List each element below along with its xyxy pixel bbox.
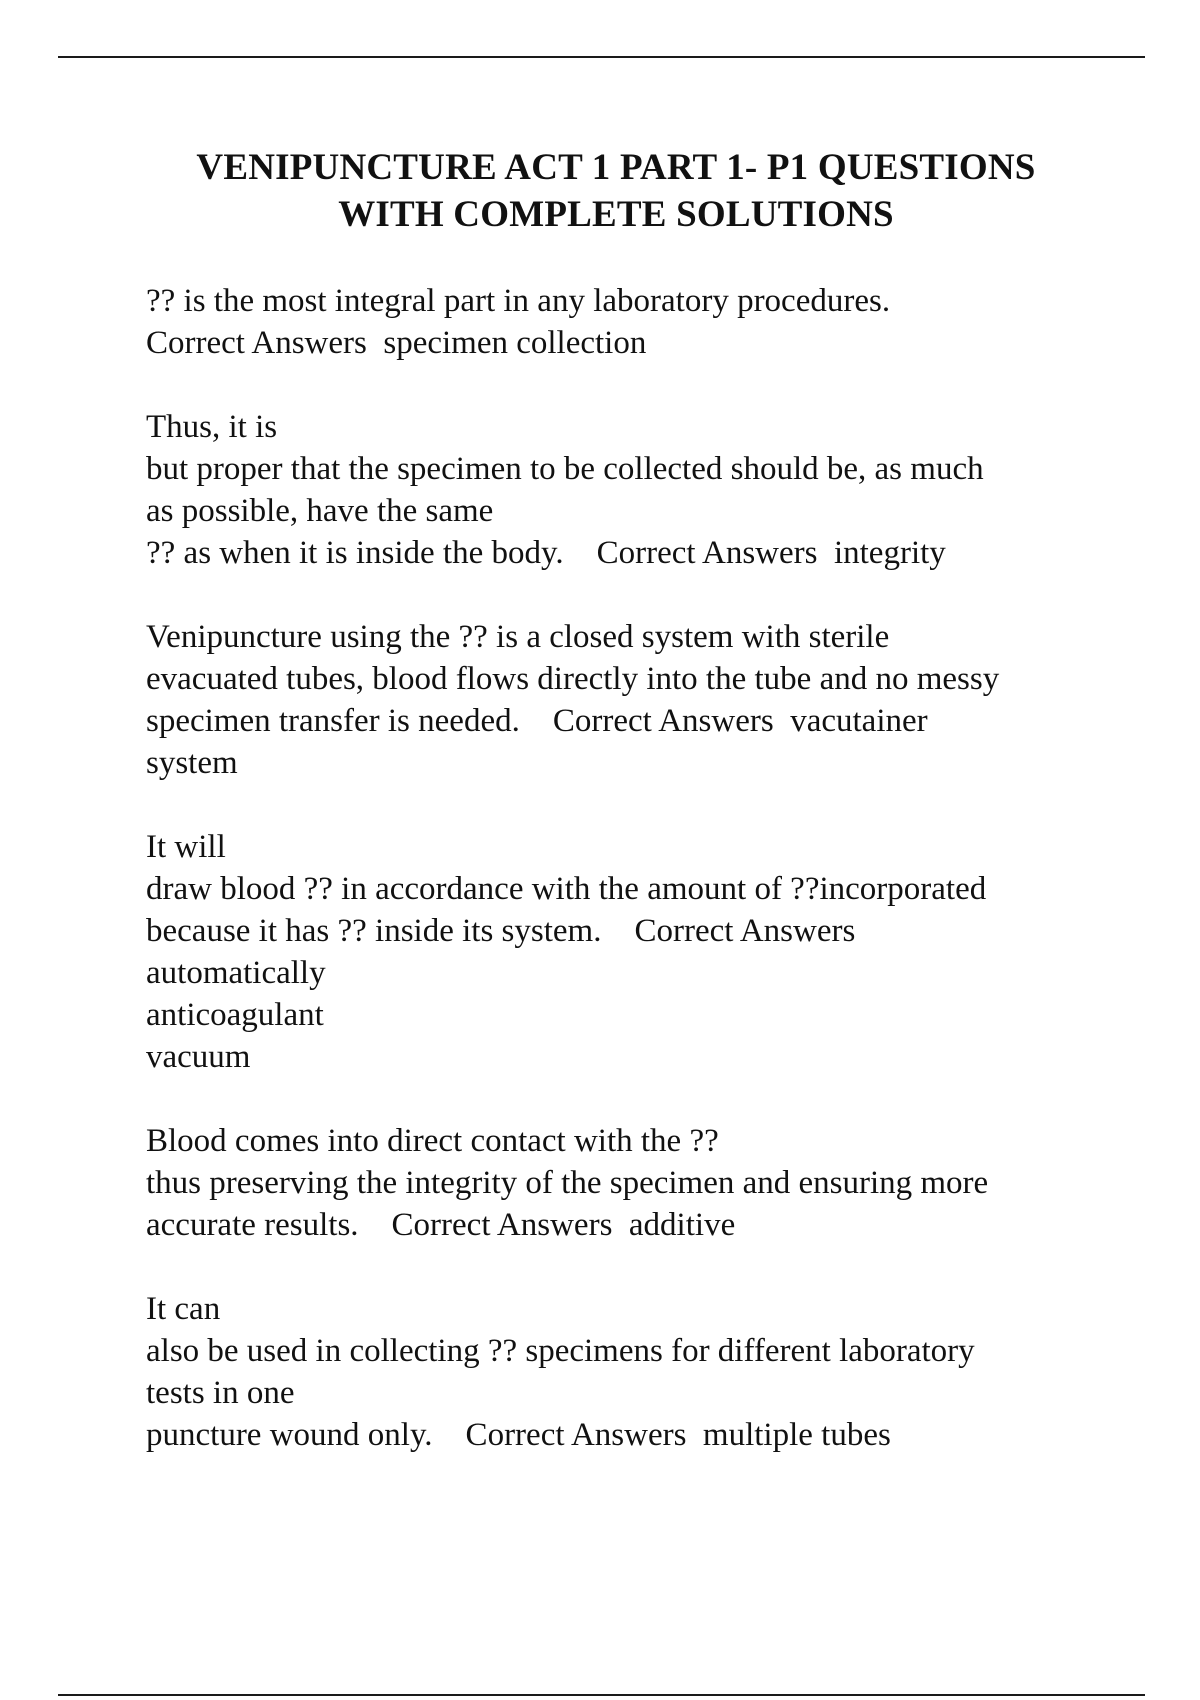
qa-line: accurate results. Correct Answers additive: [146, 1207, 736, 1243]
header-rule: [58, 56, 1145, 58]
qa-line: Venipuncture using the ?? is a closed system with sterile: [146, 619, 890, 655]
qa-block: [146, 406, 1146, 574]
qa-line: because it has ?? inside its system. Correct Answers: [146, 913, 856, 949]
qa-block: [146, 616, 1146, 784]
footer-rule: [58, 1694, 1145, 1696]
qa-line: Correct Answers specimen collection: [146, 325, 647, 361]
qa-line: but proper that the specimen to be collected should be, as much: [146, 451, 984, 487]
qa-line: ?? as when it is inside the body. Correct Answers integrity: [146, 535, 946, 571]
qa-block: [146, 280, 1146, 364]
qa-line: puncture wound only. Correct Answers multiple tubes: [146, 1417, 891, 1453]
qa-line: Blood comes into direct contact with the ??: [146, 1123, 719, 1159]
title-line-2: WITH COMPLETE SOLUTIONS: [338, 194, 894, 235]
qa-block: [146, 1288, 1146, 1456]
qa-line: thus preserving the integrity of the specimen and ensuring more: [146, 1165, 989, 1201]
qa-line: It can: [146, 1291, 221, 1327]
qa-line: vacuum: [146, 1039, 251, 1075]
qa-line: ?? is the most integral part in any laboratory procedures.: [146, 283, 891, 319]
qa-block: [146, 1120, 1146, 1246]
title-line-1: VENIPUNCTURE ACT 1 PART 1- P1 QUESTIONS: [196, 147, 1036, 188]
document-body: [146, 280, 1146, 1498]
qa-line: system: [146, 745, 238, 781]
qa-line: It will: [146, 829, 226, 865]
qa-line: Thus, it is: [146, 409, 278, 445]
qa-line: as possible, have the same: [146, 493, 494, 529]
qa-line: also be used in collecting ?? specimens for different laboratory: [146, 1333, 975, 1369]
qa-line: automatically: [146, 955, 326, 991]
document-title: [120, 144, 1112, 238]
qa-line: anticoagulant: [146, 997, 324, 1033]
qa-line: specimen transfer is needed. Correct Answers vacutainer: [146, 703, 928, 739]
qa-block: [146, 826, 1146, 1078]
qa-line: draw blood ?? in accordance with the amount of ??incorporated: [146, 871, 987, 907]
qa-line: evacuated tubes, blood flows directly into the tube and no messy: [146, 661, 1000, 697]
qa-line: tests in one: [146, 1375, 295, 1411]
